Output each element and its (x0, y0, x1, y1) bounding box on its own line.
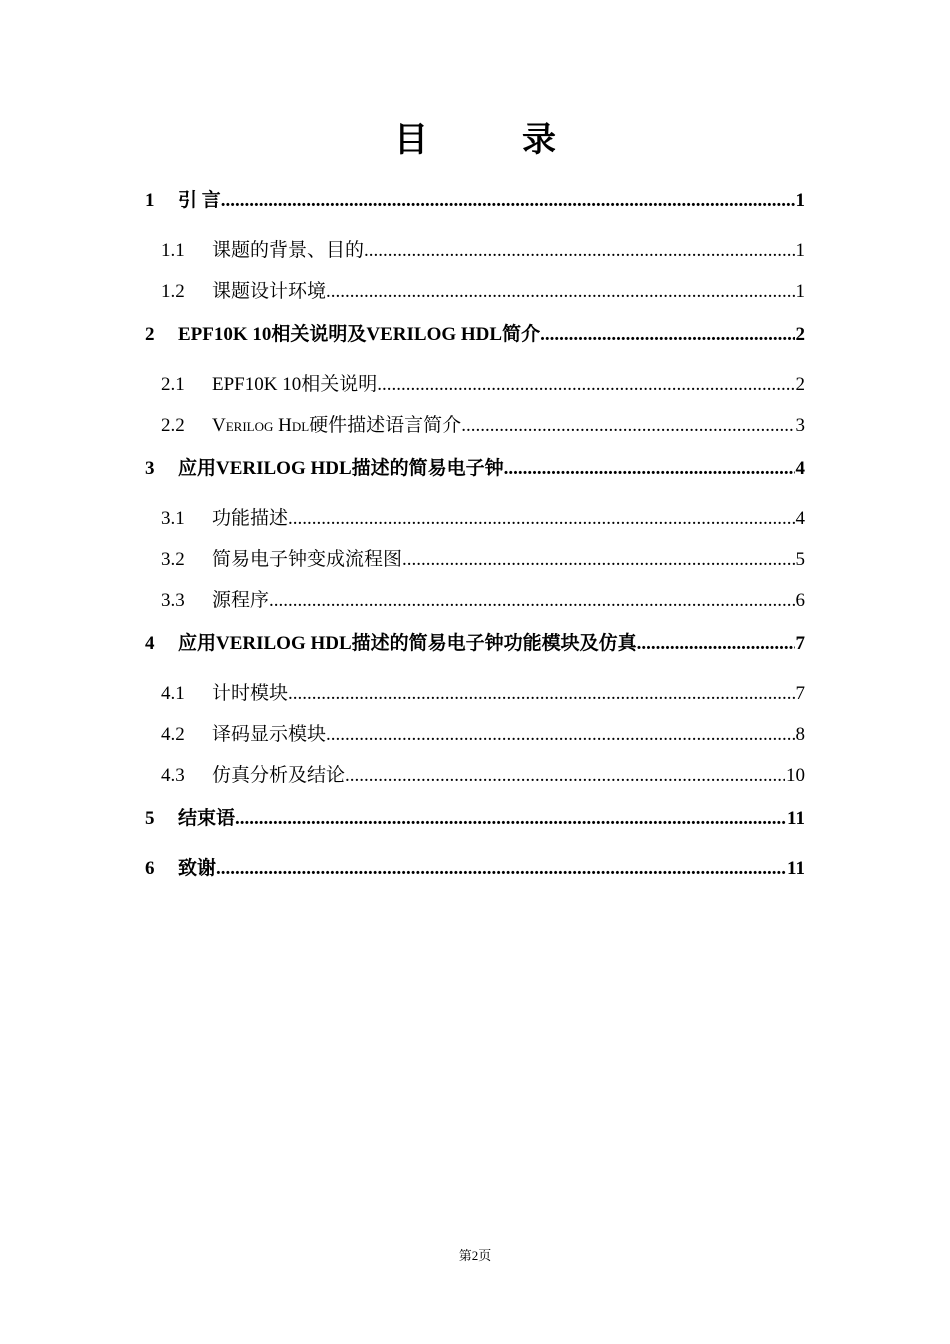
dot-leader (326, 271, 794, 312)
toc-entry-number: 2 (145, 324, 155, 345)
toc-entry-2-1[interactable] (145, 364, 805, 405)
dot-leader (504, 448, 795, 490)
toc-entry-4-2[interactable] (145, 714, 805, 755)
toc-entry-page: 4 (795, 508, 805, 529)
dot-leader (540, 314, 794, 356)
toc-entry-4-1[interactable] (145, 673, 805, 714)
toc-entry-number: 3.2 (161, 549, 185, 570)
toc-entry-1-1[interactable] (145, 230, 805, 271)
toc-entry-label: Verilog Hdl硬件描述语言简介 (212, 415, 462, 436)
toc-entry-label: 简易电子钟变成流程图 (212, 549, 403, 570)
toc-entry-label: 功能描述 (212, 508, 289, 529)
toc-entry-1[interactable] (145, 180, 805, 230)
toc-entry-number: 4.1 (161, 683, 185, 704)
dot-leader (288, 673, 794, 714)
dot-leader (377, 364, 794, 405)
dot-leader (288, 498, 794, 539)
toc-entry-number: 4.3 (161, 765, 185, 786)
toc-entry-page: 1 (795, 240, 805, 261)
toc-entry-2-2[interactable] (145, 405, 805, 446)
dot-leader (326, 714, 794, 755)
dot-leader (221, 180, 795, 222)
toc-entry-label: EPF10K 10相关说明 (212, 374, 378, 395)
toc-entry-3-1[interactable] (145, 498, 805, 539)
dot-leader (461, 405, 794, 446)
toc-entry-number: 1.2 (161, 281, 185, 302)
toc-entry-label: 课题设计环境 (212, 281, 327, 302)
dot-leader (345, 755, 785, 796)
toc-entry-2[interactable] (145, 314, 805, 364)
dot-leader (402, 539, 794, 580)
toc-entry-3-3[interactable] (145, 580, 805, 621)
toc-entry-4-3[interactable] (145, 755, 805, 796)
toc-entry-page: 2 (795, 374, 805, 395)
toc-entry-page: 3 (795, 415, 805, 436)
toc-title: 目 录 (394, 120, 586, 160)
toc-entry-5[interactable] (145, 798, 805, 848)
toc-entry-number: 2.1 (161, 374, 185, 395)
toc-entry-1-2[interactable] (145, 271, 805, 312)
toc-entry-page: 6 (795, 590, 805, 611)
toc-entry-number: 2.2 (161, 415, 185, 436)
toc-entry-number: 6 (145, 858, 155, 879)
toc-entry-number: 3.3 (161, 590, 185, 611)
dot-leader (216, 848, 786, 890)
toc-entry-page: 1 (795, 281, 805, 302)
toc-entry-page: 1 (795, 190, 805, 211)
toc-entry-page: 8 (795, 724, 805, 745)
toc-entry-page: 4 (795, 458, 805, 479)
toc-entry-number: 1 (145, 190, 155, 211)
toc-entry-label: 致谢 (178, 858, 217, 879)
toc-entry-3-2[interactable] (145, 539, 805, 580)
toc-entry-number: 1.1 (161, 240, 185, 261)
dot-leader (364, 230, 794, 271)
toc-entry-page: 2 (795, 324, 805, 345)
toc-entry-page: 11 (787, 858, 805, 879)
toc-entry-page: 7 (795, 683, 805, 704)
toc-entry-label: 译码显示模块 (212, 724, 327, 745)
toc-entry-6[interactable] (145, 848, 805, 898)
table-of-contents (145, 180, 805, 898)
toc-entry-label: 应用VERILOG HDL描述的简易电子钟 (178, 458, 504, 479)
toc-entry-label: 应用VERILOG HDL描述的简易电子钟功能模块及仿真 (178, 633, 637, 654)
toc-entry-number: 4.2 (161, 724, 185, 745)
toc-entry-label: 课题的背景、目的 (212, 240, 365, 261)
toc-entry-number: 5 (145, 808, 155, 829)
toc-entry-4[interactable] (145, 623, 805, 673)
dot-leader (637, 623, 795, 665)
toc-entry-3[interactable] (145, 448, 805, 498)
toc-entry-number: 3.1 (161, 508, 185, 529)
dot-leader (269, 580, 794, 621)
toc-entry-label: 计时模块 (212, 683, 289, 704)
toc-entry-label: 引 言 (178, 190, 221, 211)
toc-entry-page: 7 (795, 633, 805, 654)
toc-entry-label: 结束语 (178, 808, 236, 829)
toc-entry-label: 仿真分析及结论 (212, 765, 346, 786)
toc-entry-page: 10 (786, 765, 805, 786)
toc-entry-label: EPF10K 10相关说明及VERILOG HDL简介 (178, 324, 541, 345)
toc-entry-number: 3 (145, 458, 155, 479)
toc-entry-number: 4 (145, 633, 155, 654)
toc-entry-page: 5 (795, 549, 805, 570)
toc-entry-page: 11 (787, 808, 805, 829)
dot-leader (235, 798, 786, 840)
toc-entry-label: 源程序 (212, 590, 270, 611)
page-footer: 第2页 (458, 1248, 492, 1263)
